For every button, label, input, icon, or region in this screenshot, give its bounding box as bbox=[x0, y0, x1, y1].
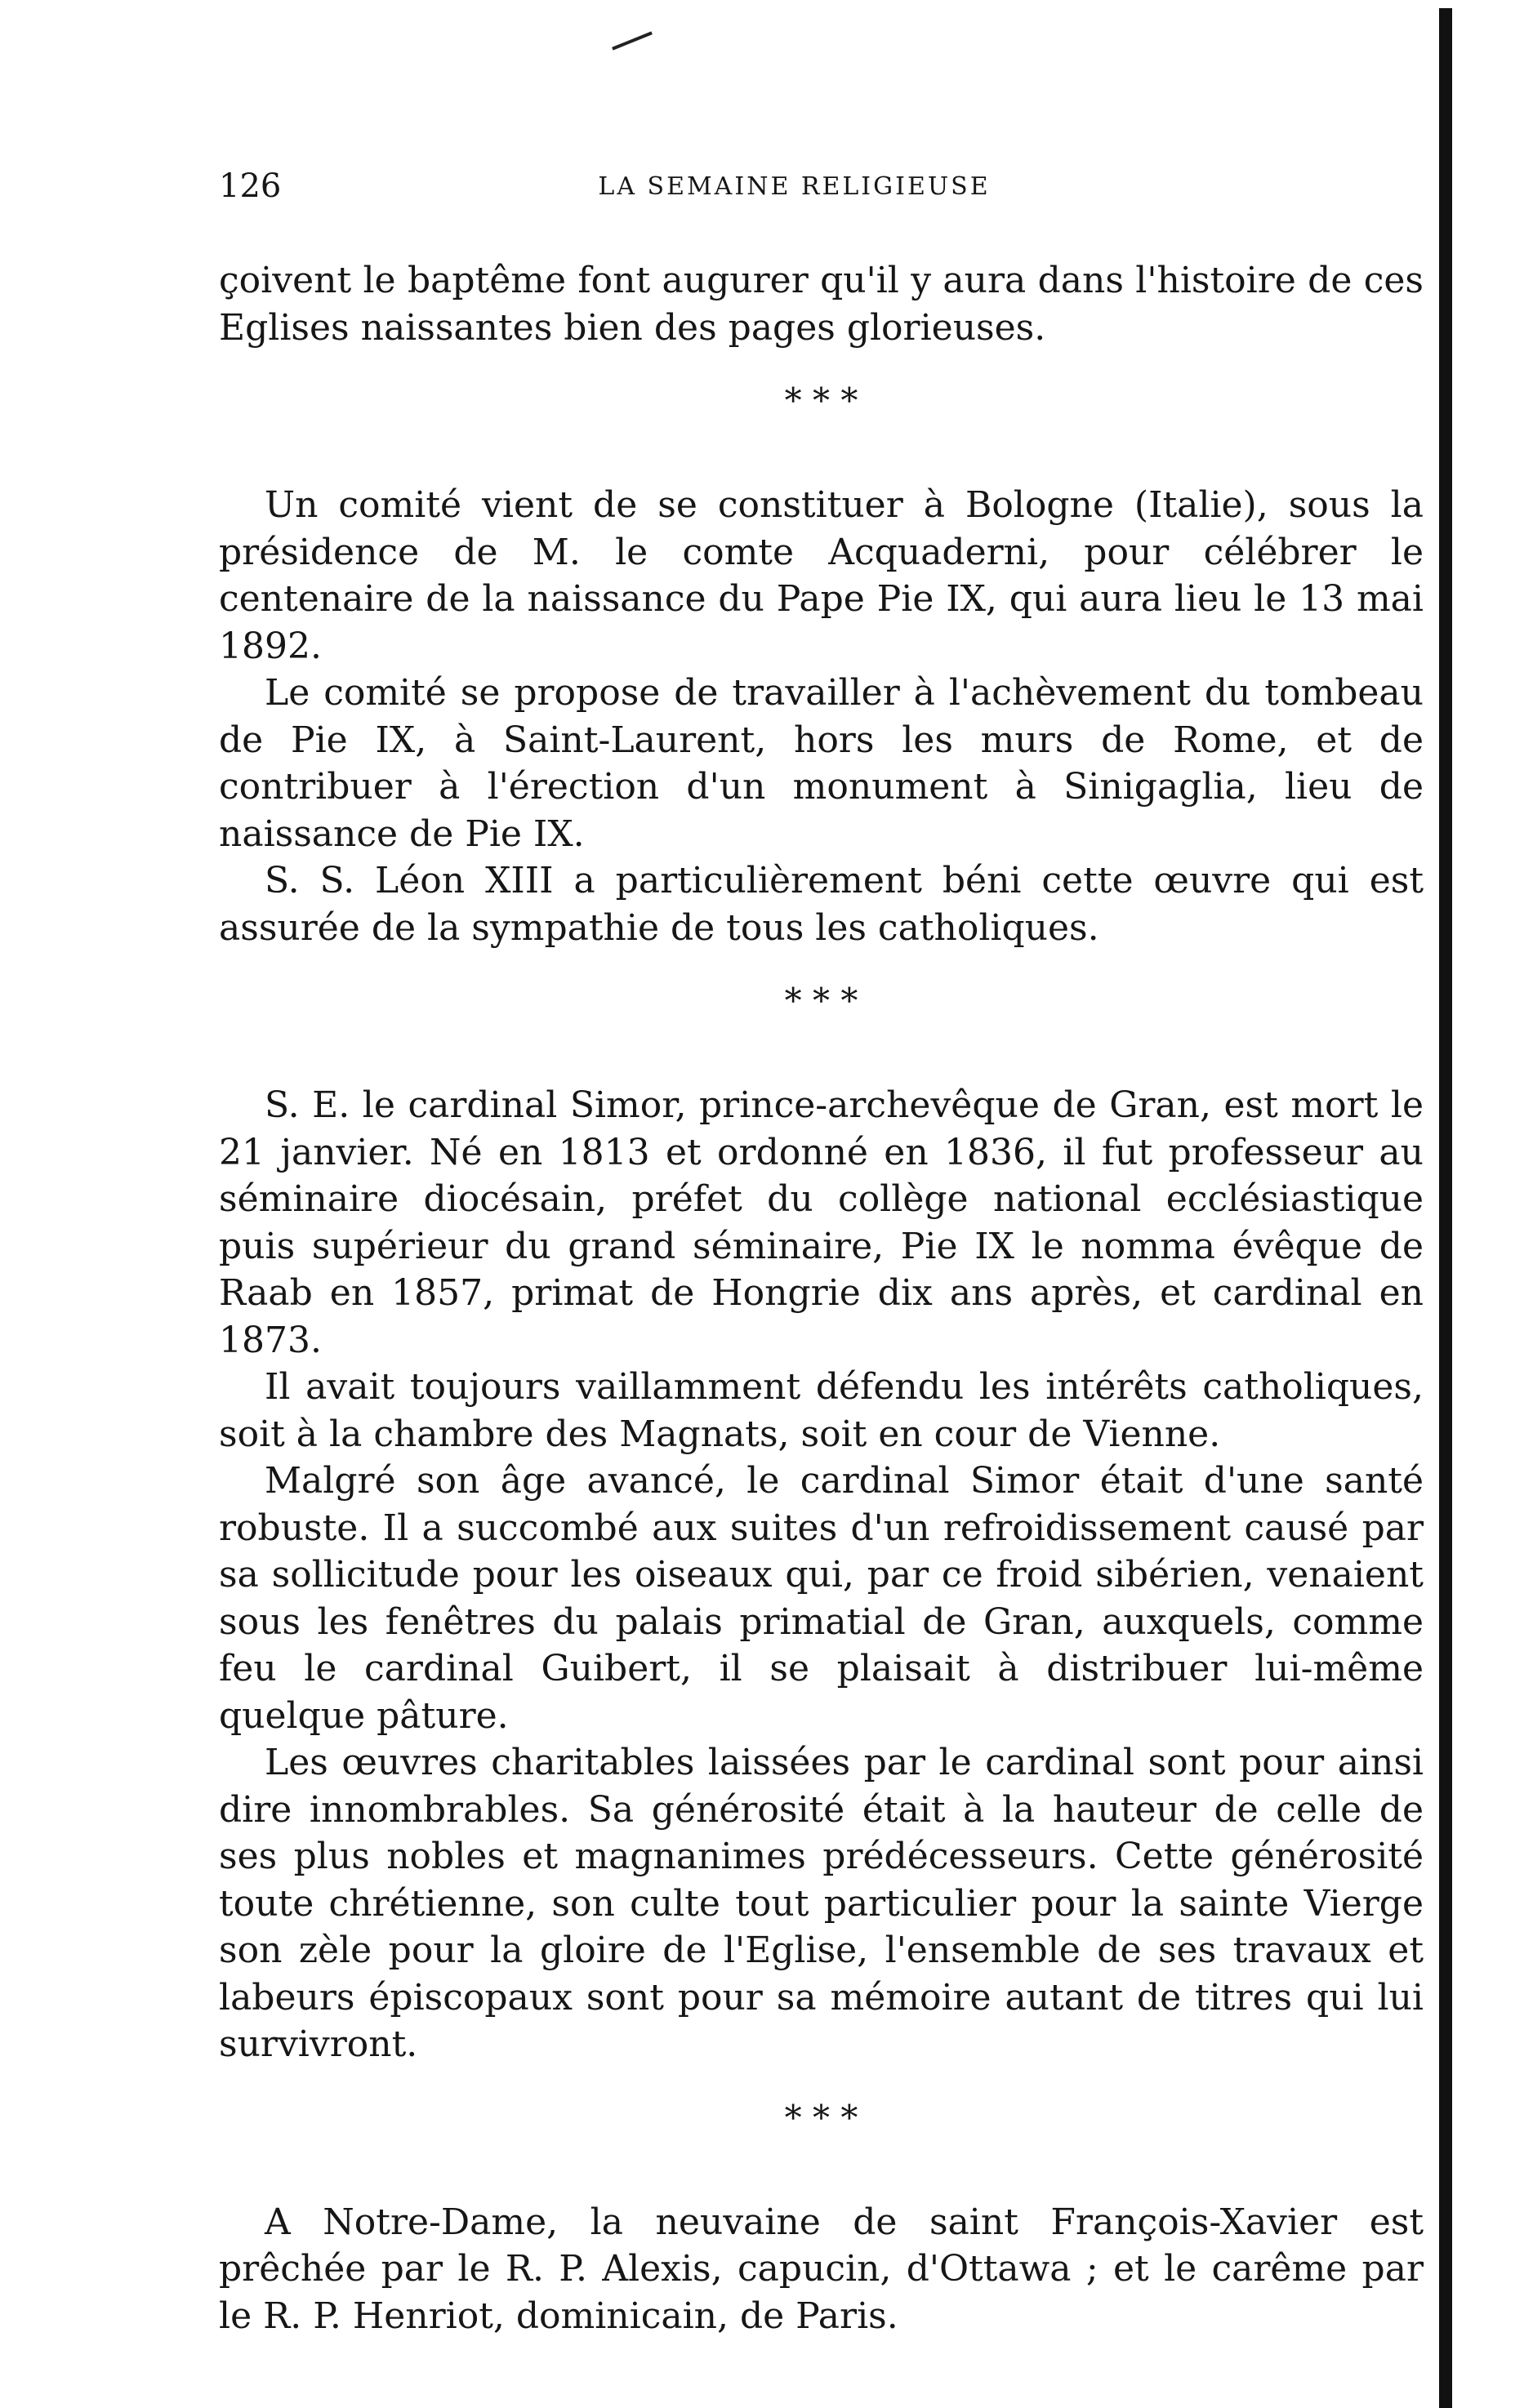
page-number: 126 bbox=[219, 167, 282, 205]
paragraph: S. S. Léon XIII a particulièrement béni cette œuvre qui est assurée de la sympathie de tous les catholiques. bbox=[219, 860, 1424, 949]
asterism-glyph: * * * bbox=[784, 381, 858, 421]
paragraph: S. E. le cardinal Simor, prince-archevêque de Gran, est mort le 21 janvier. Né en 1813 et ordonné en 1836, il fut professeur au séminaire diocésain, préfet du collège national ecclésiastique puis supérieur du grand séminaire, Pie IX le nomma évêque de Raab en 1857, primat de Hongrie dix ans après, et cardinal en 1873. bbox=[219, 1084, 1424, 1361]
page-header bbox=[163, 167, 1425, 216]
asterism-divider bbox=[219, 2068, 1424, 2199]
news-item bbox=[219, 2199, 1424, 2340]
ink-mark bbox=[612, 31, 653, 50]
paragraph: çoivent le baptême font augurer qu'il y aura dans l'histoire de ces Eglises naissantes bien des pages glorieuses. bbox=[219, 260, 1424, 349]
asterism-glyph: * * * bbox=[784, 2097, 858, 2138]
news-item bbox=[219, 482, 1424, 951]
article-body bbox=[219, 257, 1424, 2339]
paragraph: Un comité vient de se constituer à Bologne (Italie), sous la présidence de M. le comte Acquaderni, pour célébrer le centenaire de la naissance du Pape Pie IX, qui aura lieu le 13 mai 1892. bbox=[219, 484, 1424, 667]
paragraph: Malgré son âge avancé, le cardinal Simor était d'une santé robuste. Il a succombé aux suites d'un refroidissement causé par sa sollicitude pour les oiseaux qui, par ce froid sibérien, venaient sous les fenêtres du palais primatial de Gran, auxquels, comme feu le cardinal Guibert, il se plaisait à distribuer lui-même quelque pâture. bbox=[219, 1460, 1424, 1737]
news-item bbox=[219, 257, 1424, 351]
asterism-divider bbox=[219, 951, 1424, 1082]
paragraph: Il avait toujours vaillamment défendu les intérêts catholiques, soit à la chambre des Magnats, soit en cour de Vienne. bbox=[219, 1366, 1424, 1455]
news-item bbox=[219, 1082, 1424, 2068]
asterism-divider bbox=[219, 351, 1424, 482]
paragraph: A Notre-Dame, la neuvaine de saint François-Xavier est prêchée par le R. P. Alexis, capucin, d'Ottawa ; et le carême par le R. P. Henriot, dominicain, de Paris. bbox=[219, 2201, 1424, 2337]
asterism-glyph: * * * bbox=[784, 981, 858, 1021]
paragraph: Le comité se propose de travailler à l'achèvement du tombeau de Pie IX, à Saint-Laurent, hors les murs de Rome, et de contribuer à l'érection d'un monument à Sinigaglia, lieu de naissance de Pie IX. bbox=[219, 672, 1424, 855]
running-title: LA SEMAINE RELIGIEUSE bbox=[598, 172, 991, 201]
paragraph: Les œuvres charitables laissées par le cardinal sont pour ainsi dire innombrables. Sa générosité était à la hauteur de celle de ses plus nobles et magnanimes prédécesseurs. Cette générosité toute chrétienne, son culte tout particulier pour la sainte Vierge son zèle pour la gloire de l'Eglise, l'ensemble de ses travaux et labeurs épiscopaux sont pour sa mémoire autant de titres qui lui survivront. bbox=[219, 1742, 1424, 2065]
page-binding-edge bbox=[1439, 8, 1452, 2408]
